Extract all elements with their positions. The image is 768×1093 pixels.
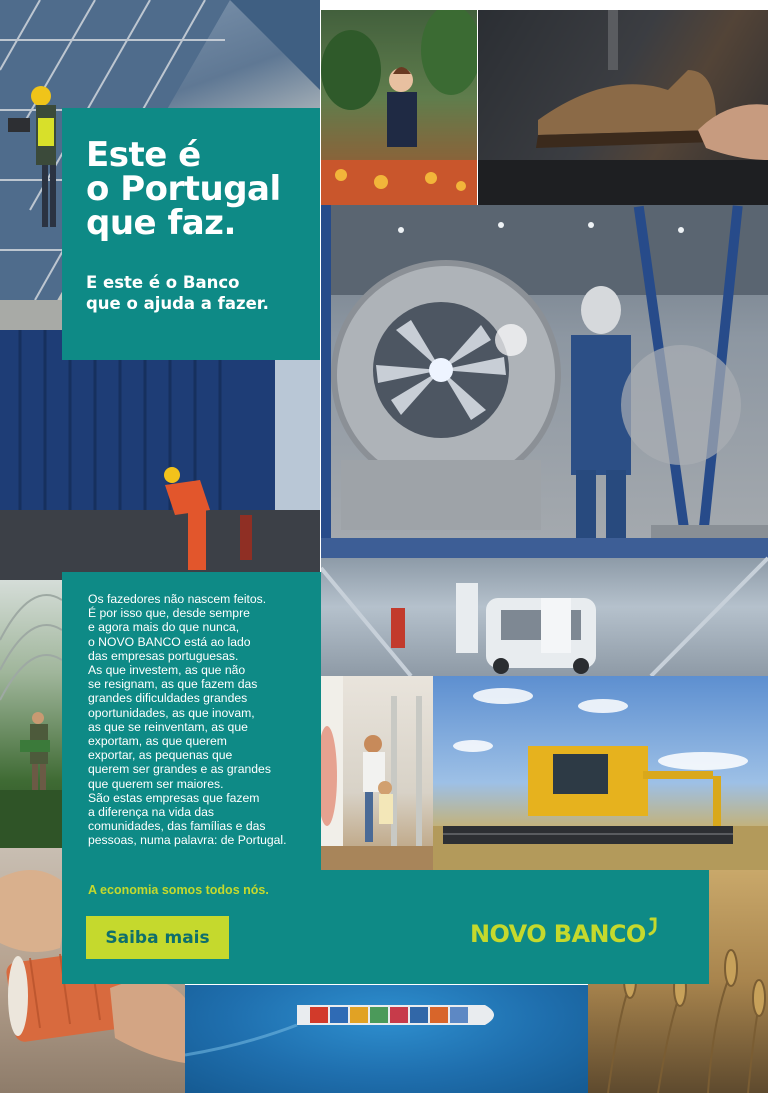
- shoemaker-photo: [478, 10, 768, 205]
- body-line: as que se reinventam, as que: [88, 719, 248, 734]
- shipping-container-worker-photo: [0, 330, 320, 580]
- body-line: comunidades, das famílias e das: [88, 819, 266, 834]
- headline-line: o Portugal: [86, 169, 281, 209]
- body-line: o NOVO BANCO está ao lado: [88, 634, 251, 649]
- headline-panel: [62, 108, 320, 360]
- body-copy: [88, 592, 320, 848]
- body-line: exportar, as pequenas que: [88, 748, 233, 763]
- body-line: que querem ser maiores.: [88, 776, 224, 791]
- tagline: A economia somos todos nós.: [88, 883, 269, 897]
- mother-child-painting-photo: [321, 676, 433, 870]
- body-line: pessoas, numa palavra: de Portugal.: [88, 833, 287, 848]
- brand-mark-icon: [648, 917, 660, 937]
- subheadline: [86, 272, 298, 314]
- headline-line: que faz.: [86, 203, 236, 243]
- body-line: das empresas portuguesas.: [88, 648, 239, 663]
- industrial-fan-welder-photo: [321, 205, 768, 538]
- subheadline-line: que o ajuda a fazer.: [86, 294, 269, 313]
- body-line: Os fazedores não nascem feitos.: [88, 592, 267, 606]
- body-line: As que investem, as que não: [88, 663, 246, 678]
- subheadline-line: E este é o Banco: [86, 273, 240, 292]
- brand-name: NOVO BANCO: [470, 920, 646, 948]
- car-assembly-line-photo: [321, 538, 768, 676]
- body-line: oportunidades, as que inovam,: [88, 705, 255, 720]
- body-line: exportam, as que querem: [88, 734, 227, 749]
- body-line: e agora mais do que nunca,: [88, 620, 240, 635]
- florist-photo: [321, 10, 477, 205]
- container-ship-aerial-photo: [185, 985, 588, 1093]
- body-line: São estas empresas que fazem: [88, 790, 260, 805]
- body-line: se resignam, as que fazem das: [88, 677, 258, 692]
- headline-line: Este é: [86, 135, 201, 175]
- greenhouse-farmer-photo: [0, 580, 62, 848]
- body-line: grandes dificuldades grandes: [88, 691, 248, 706]
- body-line: a diferença na vida das: [88, 805, 215, 820]
- brand-logo[interactable]: [470, 919, 660, 949]
- body-line: querem ser grandes e as grandes: [88, 762, 271, 777]
- combine-harvester-photo: [433, 676, 768, 870]
- headline: [86, 135, 298, 243]
- body-line: É por isso que, desde sempre: [88, 606, 250, 621]
- saiba-mais-button[interactable]: Saiba mais: [86, 916, 229, 959]
